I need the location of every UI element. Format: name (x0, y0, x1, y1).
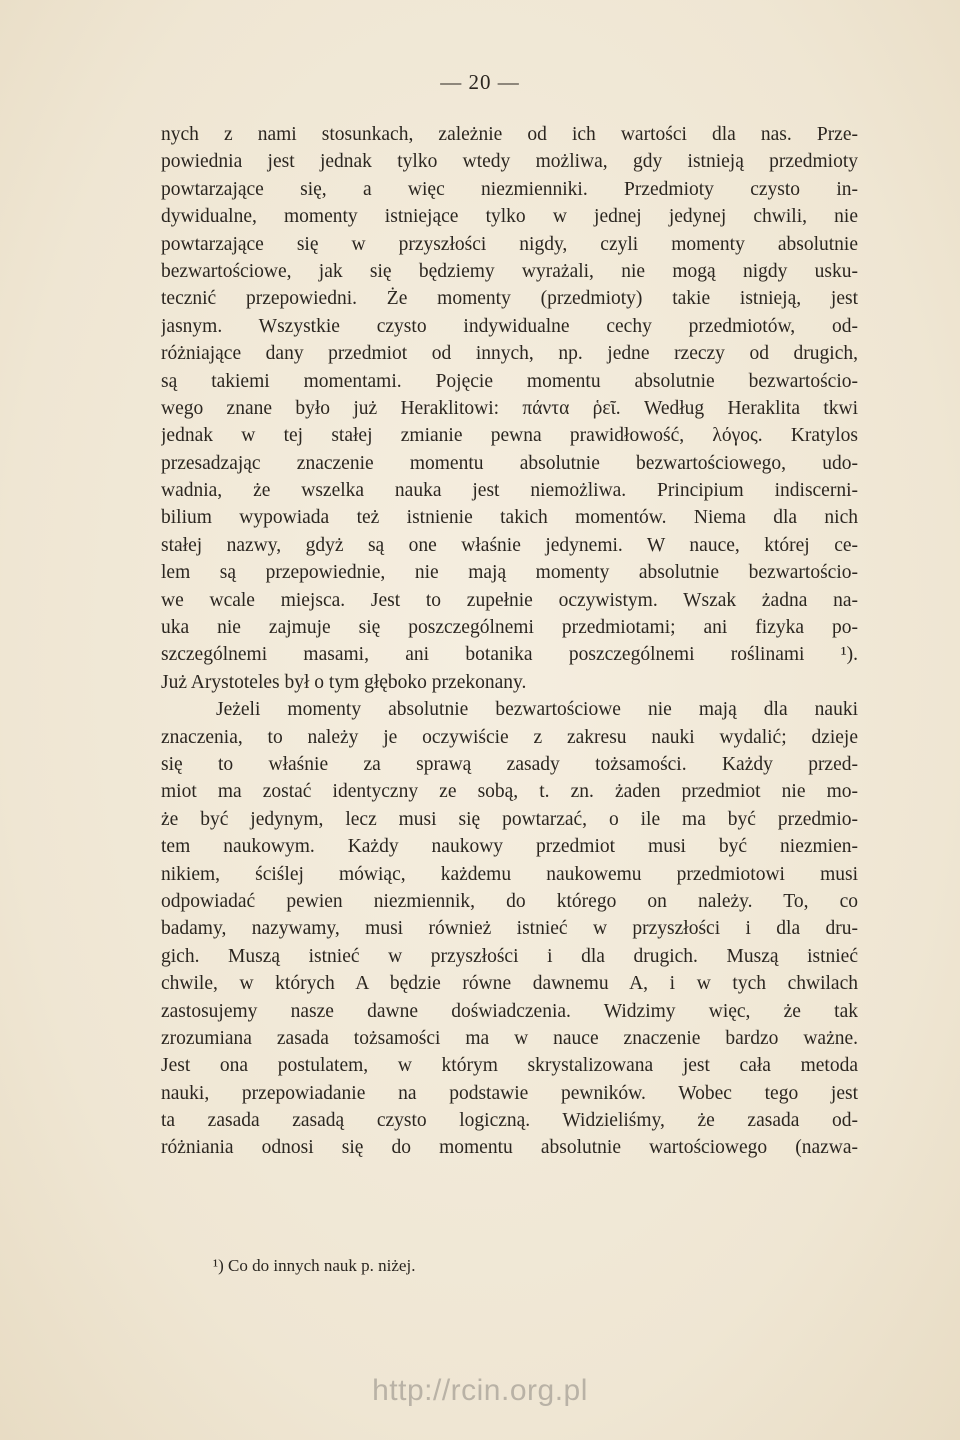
text-line: zastosujemy nasze dawne doświadczenia. Widzimy więc, że tak (161, 1000, 858, 1022)
text-line: Jeżeli momenty absolutnie bezwartościowe nie mają dla nauki (216, 699, 858, 721)
text-line: Jest ona postulatem, w którym skrystalizowana jest cała metoda (161, 1055, 858, 1077)
watermark-url[interactable]: http://rcin.org.pl (372, 1374, 588, 1407)
text-line: powtarzające się, a więc niezmienniki. Przedmioty czysto in- (161, 178, 858, 200)
text-line: szczególnemi masami, ani botanika poszczególnemi roślinami ¹). (161, 644, 858, 666)
body-text (161, 121, 858, 1162)
text-line: są takiemi momentami. Pojęcie momentu absolutnie bezwartościo- (161, 370, 858, 392)
text-line: powiednia jest jednak tylko wtedy możliwa, gdy istnieją przedmioty (161, 151, 858, 173)
text-line: tem naukowym. Każdy naukowy przedmiot musi być niezmien- (161, 836, 858, 858)
text-line: przesadzając znaczenie momentu absolutnie bezwartościowego, udo- (161, 452, 858, 474)
text-line: lem są przepowiednie, nie mają momenty absolutnie bezwartościo- (161, 562, 858, 584)
text-line: badamy, nazywamy, musi również istnieć w przyszłości i dla dru- (161, 918, 858, 940)
text-line: tecznić przepowiedni. Że momenty (przedmioty) takie istnieją, jest (161, 288, 858, 310)
text-line: gich. Muszą istnieć w przyszłości i dla drugich. Muszą istnieć (161, 945, 858, 967)
text-line: znaczenia, to należy je oczywiście z zakresu nauki wydalić; dzieje (161, 726, 858, 748)
text-line: dywidualne, momenty istniejące tylko w jednej jedynej chwili, nie (161, 206, 858, 228)
text-line: że być jedynym, lecz musi się powtarzać, o ile ma być przedmio- (161, 808, 858, 830)
text-line: Już Arystoteles był o tym głęboko przekonany. (161, 671, 527, 693)
text-line: różniające dany przedmiot od innych, np. jedne rzeczy od drugich, (161, 343, 858, 365)
text-line: uka nie zajmuje się poszczególnemi przedmiotami; ani fizyka po- (161, 617, 858, 639)
footnote: ¹) Co do innych nauk p. niżej. (213, 1256, 416, 1275)
text-line: miot ma zostać identyczny ze sobą, t. zn. żaden przedmiot nie mo- (161, 781, 858, 803)
text-line: stałej nazwy, gdyż są one właśnie jedynemi. W nauce, której ce- (161, 534, 858, 556)
text-line: bilium wypowiada też istnienie takich momentów. Niema dla nich (161, 507, 858, 529)
text-line: nauki, przepowiadanie na podstawie pewników. Wobec tego jest (161, 1082, 858, 1104)
text-line: bezwartościowe, jak się będziemy wyrażali, nie mogą nigdy usku- (161, 260, 858, 282)
text-line: odpowiadać pewien niezmiennik, do którego on należy. To, co (161, 890, 858, 912)
text-line: powtarzające się w przyszłości nigdy, czyli momenty absolutnie (161, 233, 858, 255)
page-number: — 20 — (440, 70, 520, 94)
text-line: jasnym. Wszystkie czysto indywidualne cechy przedmiotów, od- (161, 315, 858, 337)
text-line: jednak w tej stałej zmianie pewna prawidłowość, λόγος. Kratylos (161, 425, 858, 447)
text-line: różniania odnosi się do momentu absolutnie wartościowego (nazwa- (161, 1137, 858, 1159)
text-line: nikiem, ściślej mówiąc, każdemu naukowemu przedmiotowi musi (161, 863, 858, 885)
text-line: zrozumiana zasada tożsamości ma w nauce znaczenie bardzo ważne. (161, 1027, 858, 1049)
text-line: wadnia, że wszelka nauka jest niemożliwa. Principium indiscerni- (161, 480, 858, 502)
text-line: ta zasada zasadą czysto logiczną. Widzieliśmy, że zasada od- (161, 1110, 858, 1132)
text-line: we wcale miejsca. Jest to zupełnie oczywistym. Wszak żadna na- (161, 589, 858, 611)
text-line: nych z nami stosunkach, zależnie od ich wartości dla nas. Prze- (161, 124, 858, 145)
text-line: się to właśnie za sprawą zasady tożsamości. Każdy przed- (161, 753, 858, 775)
text-line: wego znane było już Heraklitowi: πάντα ῥεῖ. Według Heraklita tkwi (161, 397, 858, 419)
text-line: chwile, w których A będzie równe dawnemu A, i w tych chwilach (161, 973, 858, 995)
